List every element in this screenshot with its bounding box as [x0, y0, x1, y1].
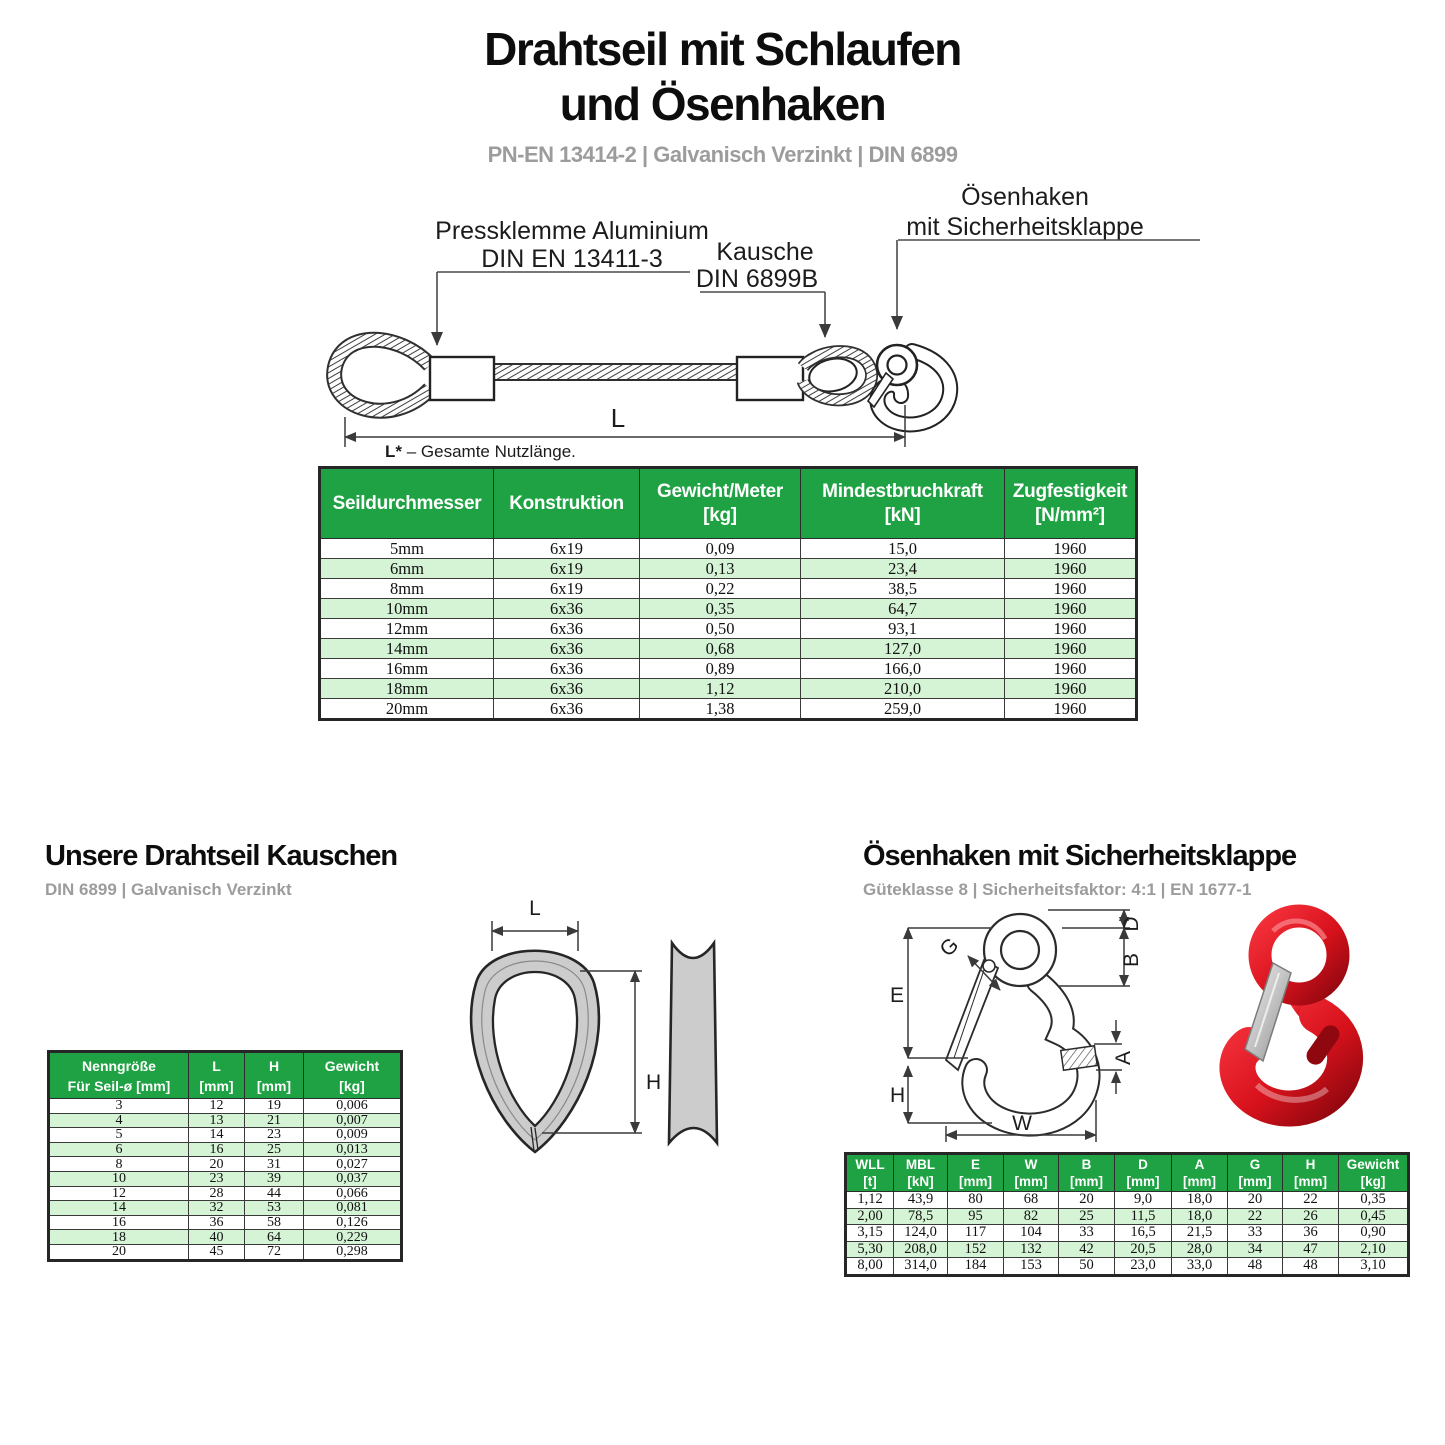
- table-cell: 34: [1228, 1241, 1283, 1258]
- table-cell: 4: [49, 1113, 189, 1128]
- col-h: H [mm]: [245, 1052, 304, 1099]
- table-cell: 0,009: [304, 1128, 402, 1143]
- table-cell: 0,90: [1339, 1225, 1409, 1242]
- length-note: [385, 442, 576, 462]
- press-clamp-right: [737, 357, 803, 400]
- thimble-label-H: H: [646, 1071, 662, 1094]
- hook-latch: [946, 960, 998, 1070]
- table-row: [49, 1142, 402, 1157]
- hook-section-head: [863, 840, 1296, 900]
- hook-photo: [1187, 903, 1417, 1138]
- thimble-dim-ext-L: [492, 921, 578, 951]
- table-cell: 21: [245, 1113, 304, 1128]
- table-cell: 0,037: [304, 1171, 402, 1186]
- table-row: [49, 1113, 402, 1128]
- table-cell: 33: [1228, 1225, 1283, 1242]
- label-pressklemme: Pressklemme Aluminium: [435, 217, 709, 245]
- eye-hook: [868, 345, 950, 424]
- table-cell: 6: [49, 1142, 189, 1157]
- table-cell: 1960: [1005, 619, 1137, 639]
- table-cell: 28,0: [1172, 1241, 1228, 1258]
- dim-label-L: L: [610, 403, 626, 433]
- table-cell: 32: [189, 1201, 245, 1216]
- table-cell: 104: [1004, 1225, 1059, 1242]
- hook-label-D: D: [1120, 916, 1143, 932]
- table-cell: 1,38: [640, 699, 801, 720]
- rope-sling-diagram: [300, 175, 1200, 465]
- table-cell: 0,027: [304, 1157, 402, 1172]
- table-cell: 40: [189, 1230, 245, 1245]
- page-subtitle: PN-EN 13414-2 | Galvanisch Verzinkt | DIN 6899: [487, 142, 958, 167]
- table-cell: 25: [1059, 1208, 1115, 1225]
- kauschen-section-head: [45, 840, 397, 900]
- hook-section-hatch: [1061, 1046, 1097, 1071]
- table-row: [49, 1099, 402, 1114]
- table-cell: 31: [245, 1157, 304, 1172]
- table-row: [49, 1201, 402, 1216]
- table-cell: 127,0: [801, 639, 1005, 659]
- title-block: [0, 22, 1445, 168]
- table-cell: 22: [1283, 1192, 1339, 1209]
- table-cell: 33: [1059, 1225, 1115, 1242]
- col-gewicht2: Gewicht [kg]: [1339, 1154, 1409, 1192]
- table-row: [846, 1258, 1409, 1276]
- col-wll: WLL [t]: [846, 1154, 894, 1192]
- table-cell: 0,22: [640, 579, 801, 599]
- table-cell: 0,007: [304, 1113, 402, 1128]
- table-cell: 18,0: [1172, 1208, 1228, 1225]
- col-nenngroesse: Nenngröße Für Seil-ø [mm]: [49, 1052, 189, 1099]
- col-mbl: MBL [kN]: [894, 1154, 948, 1192]
- table-cell: 1960: [1005, 679, 1137, 699]
- table-cell: 6x36: [494, 699, 640, 720]
- table-cell: 1,12: [640, 679, 801, 699]
- table-cell: 20mm: [320, 699, 494, 720]
- col-b: B [mm]: [1059, 1154, 1115, 1192]
- length-note-text: – Gesamte Nutzlänge.: [406, 442, 576, 461]
- table-cell: 43,9: [894, 1192, 948, 1209]
- press-clamp-left: [430, 357, 494, 400]
- table-cell: 5,30: [846, 1241, 894, 1258]
- table-row: [49, 1171, 402, 1186]
- table-cell: 48: [1283, 1258, 1339, 1276]
- table-cell: 8mm: [320, 579, 494, 599]
- table-cell: 0,50: [640, 619, 801, 639]
- table-cell: 0,081: [304, 1201, 402, 1216]
- table-cell: 6x19: [494, 559, 640, 579]
- table-cell: 82: [1004, 1208, 1059, 1225]
- table-cell: 117: [948, 1225, 1004, 1242]
- label-kausche: Kausche: [716, 238, 814, 266]
- table-cell: 0,45: [1339, 1208, 1409, 1225]
- table-cell: 6x36: [494, 619, 640, 639]
- table-cell: 48: [1228, 1258, 1283, 1276]
- table-cell: 1960: [1005, 579, 1137, 599]
- table-cell: 132: [1004, 1241, 1059, 1258]
- table-cell: 124,0: [894, 1225, 948, 1242]
- kauschen-title: Unsere Drahtseil Kauschen: [45, 840, 398, 872]
- table-cell: 0,298: [304, 1244, 402, 1260]
- table-cell: 12mm: [320, 619, 494, 639]
- col-seildurchmesser: Seildurchmesser: [320, 468, 494, 539]
- table-cell: 93,1: [801, 619, 1005, 639]
- table-cell: 14: [189, 1128, 245, 1143]
- hook-subtitle: Güteklasse 8 | Sicherheitsfaktor: 4:1 | EN 1677-1: [863, 880, 1252, 899]
- rope-left-loop: [334, 340, 430, 411]
- table-cell: 23,4: [801, 559, 1005, 579]
- col-konstruktion: Konstruktion: [494, 468, 640, 539]
- table-cell: 153: [1004, 1258, 1059, 1276]
- table-cell: 12: [49, 1186, 189, 1201]
- table-cell: 2,10: [1339, 1241, 1409, 1258]
- table-cell: 6x36: [494, 639, 640, 659]
- table-cell: 152: [948, 1241, 1004, 1258]
- table-cell: 25: [245, 1142, 304, 1157]
- table-row: [846, 1192, 1409, 1209]
- table-cell: 9,0: [1115, 1192, 1172, 1209]
- table-row: [49, 1186, 402, 1201]
- table-cell: 0,89: [640, 659, 801, 679]
- table-cell: 10: [49, 1171, 189, 1186]
- table-cell: 0,013: [304, 1142, 402, 1157]
- table-cell: 10mm: [320, 599, 494, 619]
- table-cell: 23,0: [1115, 1258, 1172, 1276]
- col-e: E [mm]: [948, 1154, 1004, 1192]
- table-cell: 11,5: [1115, 1208, 1172, 1225]
- table-row: [49, 1128, 402, 1143]
- table-cell: 20: [1059, 1192, 1115, 1209]
- table-cell: 44: [245, 1186, 304, 1201]
- hook-label-H: H: [890, 1084, 906, 1107]
- table-cell: 1960: [1005, 599, 1137, 619]
- table-cell: 3,15: [846, 1225, 894, 1242]
- table-cell: 38,5: [801, 579, 1005, 599]
- table-cell: 20,5: [1115, 1241, 1172, 1258]
- table-cell: 58: [245, 1215, 304, 1230]
- table-row: [320, 559, 1137, 579]
- page-title-line2: und Ösenhaken: [559, 78, 886, 130]
- table-cell: 0,35: [1339, 1192, 1409, 1209]
- table-cell: 18,0: [1172, 1192, 1228, 1209]
- hook-dimension-drawing: [872, 898, 1182, 1150]
- table-cell: 8,00: [846, 1258, 894, 1276]
- table-cell: 6x19: [494, 579, 640, 599]
- hook-table: [844, 1152, 1410, 1277]
- table-cell: 5: [49, 1128, 189, 1143]
- table-row: [320, 699, 1137, 720]
- table-cell: 12: [189, 1099, 245, 1114]
- table-cell: 50: [1059, 1258, 1115, 1276]
- table-row: [846, 1225, 1409, 1242]
- table-row: [320, 599, 1137, 619]
- red-hook: [1237, 916, 1345, 1109]
- col-l: L [mm]: [189, 1052, 245, 1099]
- table-cell: 22: [1228, 1208, 1283, 1225]
- table-cell: 16mm: [320, 659, 494, 679]
- kauschen-subtitle: DIN 6899 | Galvanisch Verzinkt: [45, 880, 292, 899]
- table-row: [49, 1157, 402, 1172]
- table-cell: 210,0: [801, 679, 1005, 699]
- table-cell: 26: [1283, 1208, 1339, 1225]
- table-cell: 36: [189, 1215, 245, 1230]
- table-cell: 68: [1004, 1192, 1059, 1209]
- table-row: [320, 679, 1137, 699]
- table-row: [320, 539, 1137, 559]
- table-cell: 1960: [1005, 659, 1137, 679]
- table-cell: 6mm: [320, 559, 494, 579]
- table-row: [846, 1241, 1409, 1258]
- hook-title: Ösenhaken mit Sicherheitsklappe: [863, 840, 1297, 872]
- thimble-drawing: [430, 893, 720, 1171]
- rope-spec-table-header: [320, 468, 1137, 539]
- table-cell: 1960: [1005, 699, 1137, 720]
- latch-pin: [983, 960, 995, 972]
- table-row: [320, 579, 1137, 599]
- col-zugfestigkeit: Zugfestigkeit [N/mm²]: [1005, 468, 1137, 539]
- table-cell: 1960: [1005, 639, 1137, 659]
- table-cell: 47: [1283, 1241, 1339, 1258]
- length-note-prefix: L*: [385, 442, 402, 461]
- thimble-label-L: L: [529, 897, 541, 920]
- table-cell: 15,0: [801, 539, 1005, 559]
- rope-spec-table-body: [320, 539, 1137, 720]
- table-cell: 33,0: [1172, 1258, 1228, 1276]
- table-cell: 19: [245, 1099, 304, 1114]
- table-cell: 23: [245, 1128, 304, 1143]
- table-cell: 39: [245, 1171, 304, 1186]
- col-mindestbruchkraft: Mindestbruchkraft [kN]: [801, 468, 1005, 539]
- table-cell: 28: [189, 1186, 245, 1201]
- table-row: [49, 1215, 402, 1230]
- table-cell: 3: [49, 1099, 189, 1114]
- col-a: A [mm]: [1172, 1154, 1228, 1192]
- table-cell: 23: [189, 1171, 245, 1186]
- hook-label-G: G: [935, 933, 964, 962]
- table-cell: 1,12: [846, 1192, 894, 1209]
- table-cell: 36: [1283, 1225, 1339, 1242]
- table-row: [320, 639, 1137, 659]
- table-cell: 0,13: [640, 559, 801, 579]
- table-cell: 6x36: [494, 659, 640, 679]
- table-cell: 18mm: [320, 679, 494, 699]
- table-cell: 1960: [1005, 559, 1137, 579]
- col-d: D [mm]: [1115, 1154, 1172, 1192]
- table-cell: 64: [245, 1230, 304, 1245]
- kauschen-table-header: [49, 1052, 402, 1099]
- col-g: G [mm]: [1228, 1154, 1283, 1192]
- table-cell: 6x36: [494, 679, 640, 699]
- col-h2: H [mm]: [1283, 1154, 1339, 1192]
- table-row: [49, 1244, 402, 1260]
- table-cell: 64,7: [801, 599, 1005, 619]
- table-row: [49, 1230, 402, 1245]
- table-row: [846, 1208, 1409, 1225]
- table-cell: 53: [245, 1201, 304, 1216]
- hook-outline: [946, 914, 1097, 1125]
- table-cell: 0,006: [304, 1099, 402, 1114]
- table-cell: 184: [948, 1258, 1004, 1276]
- hook-label-E: E: [890, 984, 905, 1007]
- table-cell: 0,229: [304, 1230, 402, 1245]
- table-cell: 42: [1059, 1241, 1115, 1258]
- label-kausche-din: DIN 6899B: [695, 265, 819, 293]
- thimble-side-profile: [669, 943, 717, 1143]
- table-row: [320, 619, 1137, 639]
- table-cell: 95: [948, 1208, 1004, 1225]
- kauschen-table-body: [49, 1099, 402, 1261]
- table-cell: 16: [189, 1142, 245, 1157]
- table-cell: 1960: [1005, 539, 1137, 559]
- hook-label-A: A: [1112, 1050, 1135, 1066]
- table-cell: 80: [948, 1192, 1004, 1209]
- table-cell: 2,00: [846, 1208, 894, 1225]
- table-cell: 18: [49, 1230, 189, 1245]
- table-cell: 6x36: [494, 599, 640, 619]
- table-row: [320, 659, 1137, 679]
- hook-table-body: [846, 1192, 1409, 1276]
- table-cell: 314,0: [894, 1258, 948, 1276]
- hook-label-W: W: [1012, 1112, 1032, 1135]
- hook-table-header: [846, 1154, 1409, 1192]
- table-cell: 3,10: [1339, 1258, 1409, 1276]
- table-cell: 14mm: [320, 639, 494, 659]
- table-cell: 13: [189, 1113, 245, 1128]
- hook-label-B: B: [1120, 952, 1143, 968]
- table-cell: 20: [1228, 1192, 1283, 1209]
- table-cell: 5mm: [320, 539, 494, 559]
- rope-spec-table: [318, 466, 1138, 721]
- table-cell: 78,5: [894, 1208, 948, 1225]
- table-cell: 72: [245, 1244, 304, 1260]
- table-cell: 20: [189, 1157, 245, 1172]
- table-cell: 166,0: [801, 659, 1005, 679]
- table-cell: 0,68: [640, 639, 801, 659]
- table-cell: 21,5: [1172, 1225, 1228, 1242]
- table-cell: 20: [49, 1244, 189, 1260]
- col-w: W [mm]: [1004, 1154, 1059, 1192]
- table-cell: 0,126: [304, 1215, 402, 1230]
- label-pressklemme-din: DIN EN 13411-3: [481, 245, 663, 273]
- table-cell: 259,0: [801, 699, 1005, 720]
- table-cell: 0,35: [640, 599, 801, 619]
- table-cell: 0,09: [640, 539, 801, 559]
- label-oesenhaken: Ösenhaken: [961, 183, 1089, 211]
- page-title-line1: Drahtseil mit Schlaufen: [484, 23, 961, 75]
- table-cell: 16,5: [1115, 1225, 1172, 1242]
- table-cell: 14: [49, 1201, 189, 1216]
- table-cell: 208,0: [894, 1241, 948, 1258]
- table-cell: 6x19: [494, 539, 640, 559]
- table-cell: 16: [49, 1215, 189, 1230]
- label-oesenhaken-klappe: mit Sicherheitsklappe: [906, 213, 1144, 241]
- table-cell: 8: [49, 1157, 189, 1172]
- kauschen-table: [47, 1050, 403, 1262]
- col-gewicht-meter: Gewicht/Meter [kg]: [640, 468, 801, 539]
- table-cell: 0,066: [304, 1186, 402, 1201]
- table-cell: 45: [189, 1244, 245, 1260]
- photo-safety-latch: [1245, 963, 1291, 1061]
- col-gewicht: Gewicht [kg]: [304, 1052, 402, 1099]
